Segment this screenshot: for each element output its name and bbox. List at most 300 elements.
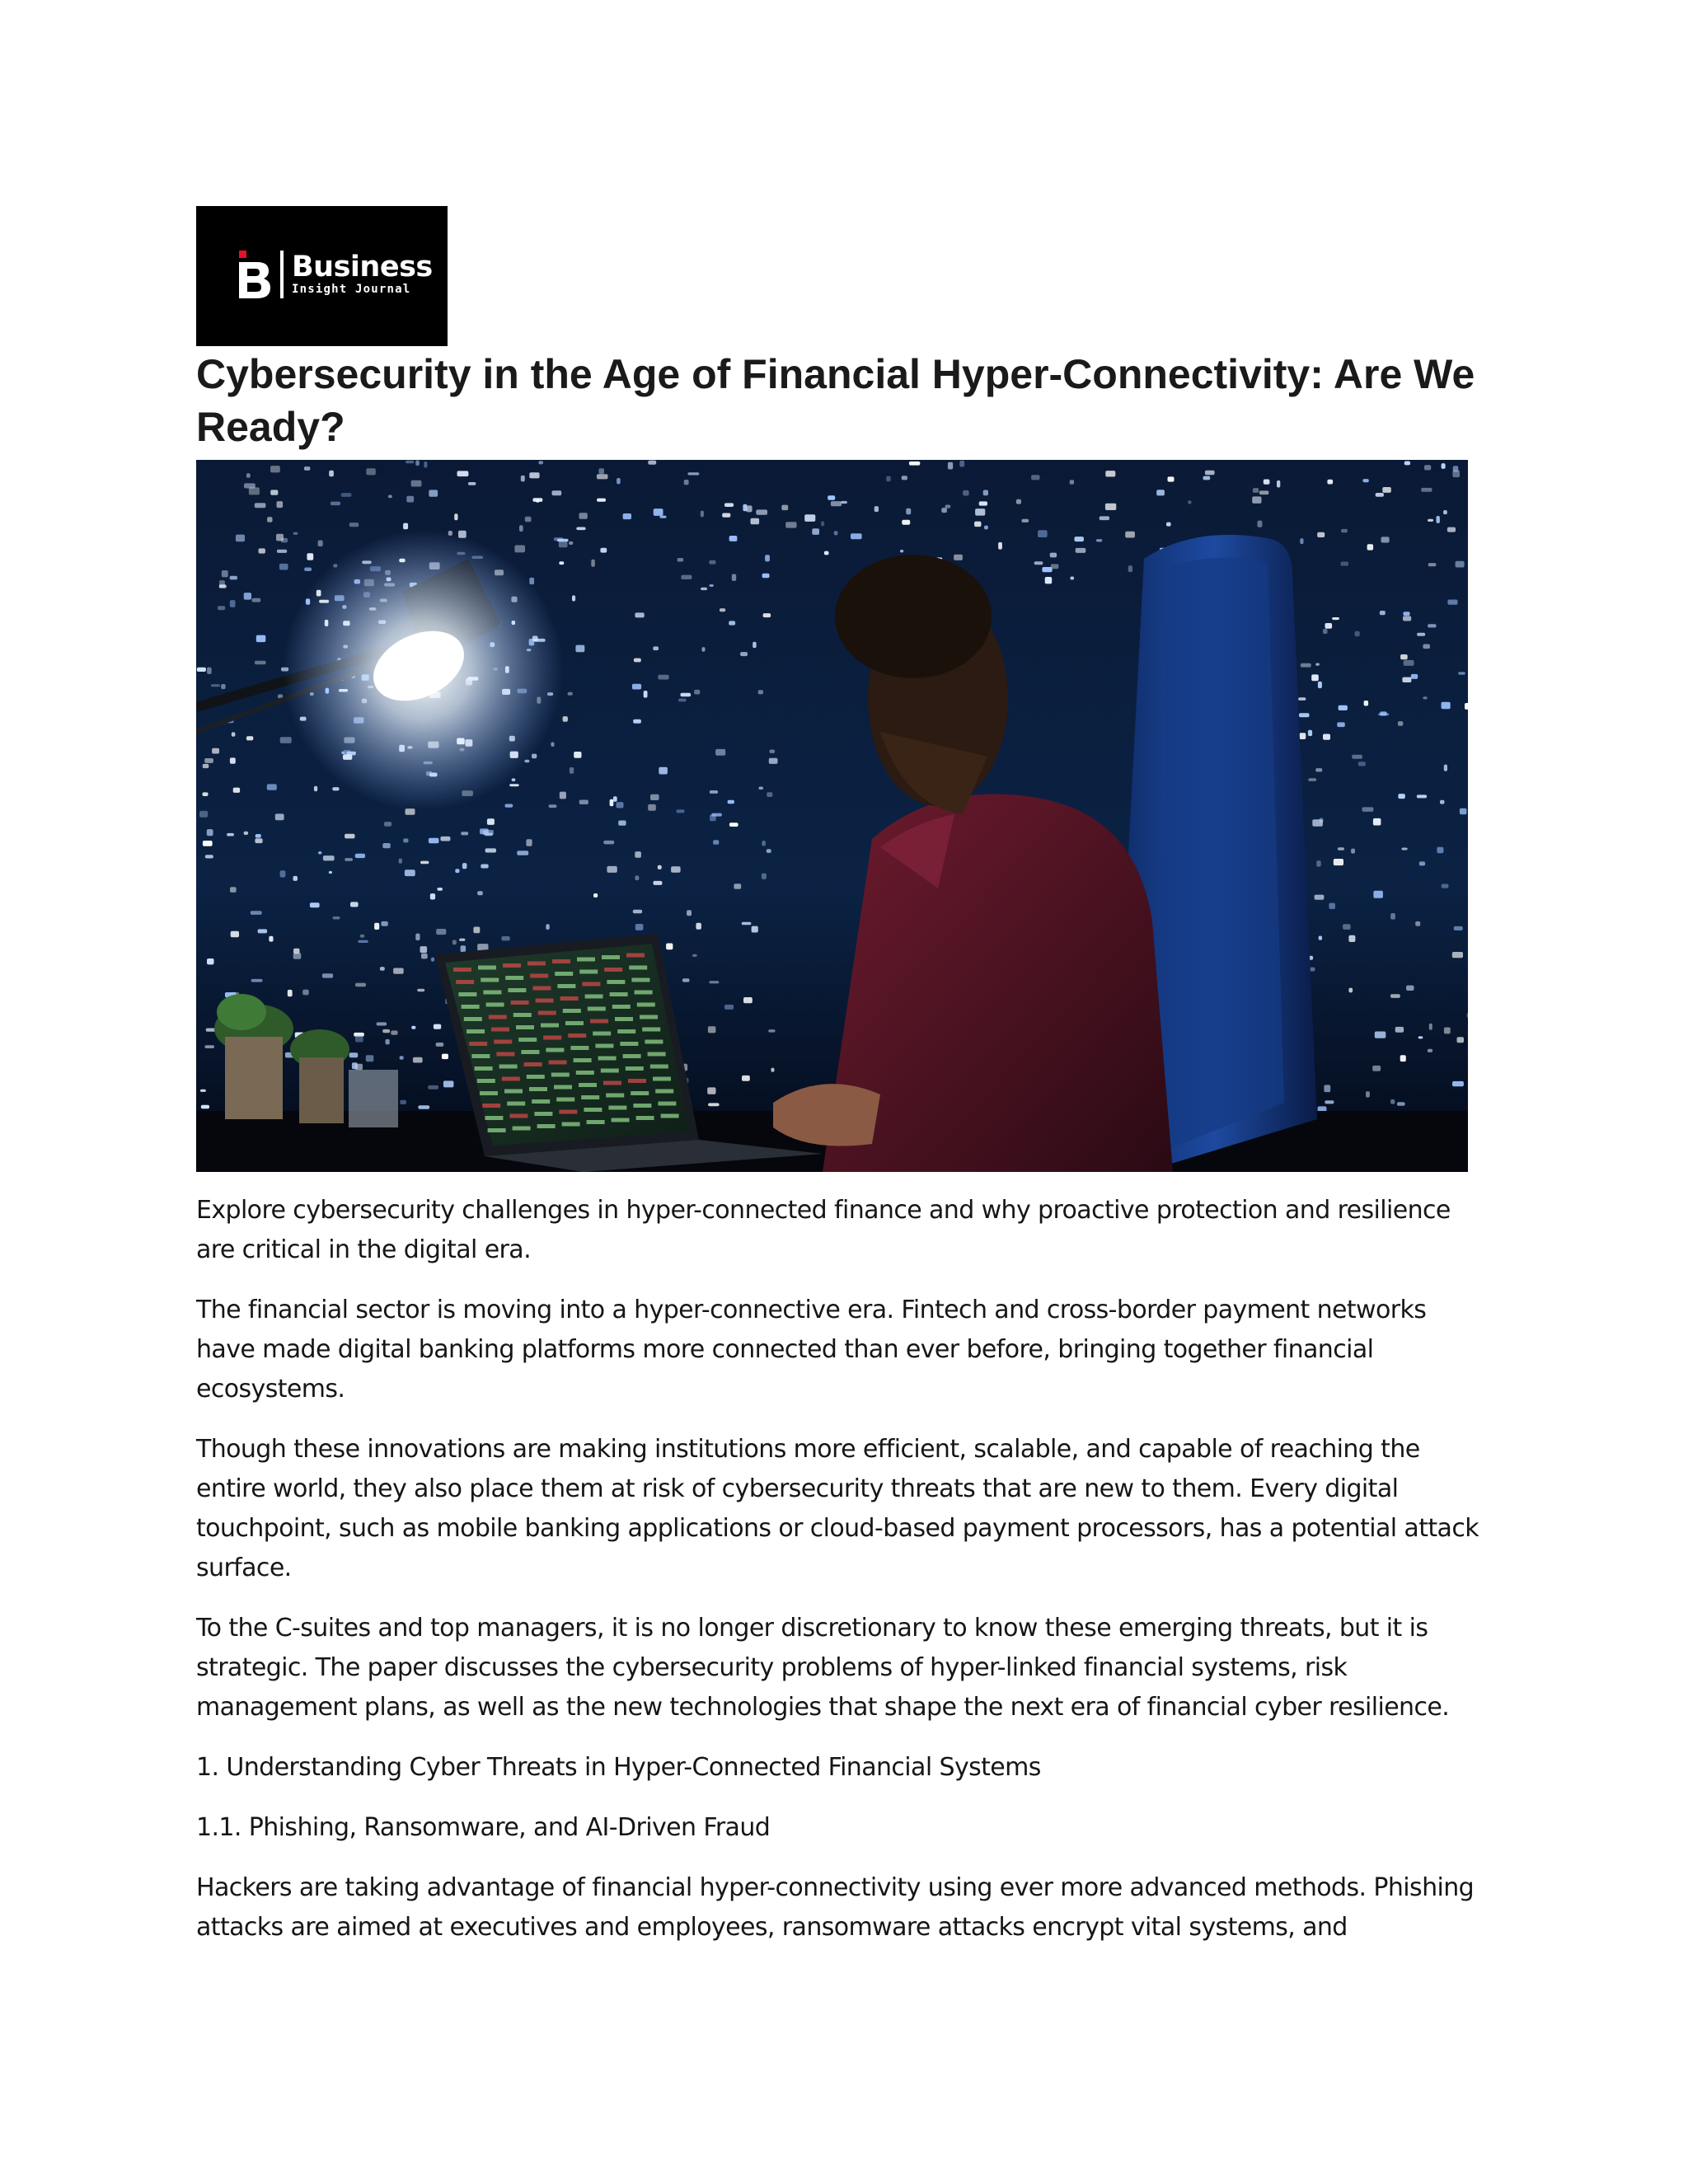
city-light: [386, 1039, 390, 1045]
city-light: [658, 865, 662, 869]
city-light: [1440, 800, 1445, 804]
city-light: [579, 513, 588, 519]
city-light: [1301, 663, 1311, 668]
city-light: [258, 929, 268, 933]
city-light: [436, 929, 446, 935]
city-light: [277, 550, 287, 553]
city-light: [1442, 702, 1451, 710]
laptop-cell: [507, 1102, 525, 1106]
city-light: [746, 505, 752, 512]
city-light: [1308, 730, 1312, 736]
laptop-cell: [562, 1122, 580, 1127]
laptop-cell: [606, 1094, 624, 1098]
city-light: [804, 514, 815, 522]
city-light: [694, 690, 700, 695]
city-light: [1423, 644, 1430, 649]
city-light: [1456, 561, 1465, 568]
city-light: [722, 513, 730, 518]
city-light: [399, 859, 402, 864]
city-light: [720, 608, 725, 612]
city-light: [1460, 808, 1467, 815]
city-light: [421, 954, 428, 959]
city-light: [1411, 674, 1418, 679]
laptop-cell: [524, 1062, 542, 1066]
city-light: [851, 533, 862, 539]
city-light: [1316, 860, 1320, 867]
city-light: [1042, 567, 1052, 572]
laptop-cell: [612, 1005, 631, 1009]
city-light: [417, 989, 424, 991]
city-light: [366, 1055, 374, 1062]
city-light: [579, 800, 588, 805]
city-light: [267, 517, 272, 522]
city-light: [1315, 663, 1320, 666]
city-light: [768, 1029, 775, 1033]
city-light: [654, 509, 663, 516]
city-light: [512, 778, 516, 781]
city-light: [770, 750, 776, 753]
laptop-cell: [636, 1116, 654, 1120]
city-light: [437, 888, 443, 891]
city-light: [1358, 762, 1366, 766]
city-light: [304, 466, 311, 471]
city-light: [199, 811, 208, 818]
city-light: [785, 522, 796, 527]
publication-logo: [196, 206, 448, 346]
city-light: [767, 849, 771, 853]
laptop-cell: [555, 972, 573, 976]
city-light: [603, 841, 614, 845]
city-light: [406, 496, 414, 503]
laptop-cell: [595, 1044, 613, 1048]
city-light: [1125, 532, 1135, 538]
laptop-cell: [623, 1054, 641, 1058]
city-light: [1424, 465, 1431, 470]
laptop-cell: [650, 1065, 668, 1069]
city-light: [909, 462, 920, 466]
city-light: [529, 472, 539, 478]
laptop-cell: [631, 1091, 649, 1095]
laptop-cell: [530, 974, 548, 978]
laptop-cell: [527, 1075, 545, 1079]
city-light: [1311, 674, 1319, 681]
city-light: [762, 574, 770, 579]
city-light: [442, 1054, 448, 1060]
city-light: [487, 818, 495, 825]
city-light: [314, 786, 317, 791]
city-light: [821, 522, 824, 527]
laptop-cell: [502, 1077, 520, 1081]
laptop-cell: [477, 1079, 495, 1083]
city-light: [205, 855, 213, 858]
laptop-cell: [604, 968, 622, 972]
city-light: [974, 522, 981, 527]
city-light: [452, 940, 457, 945]
section-heading-1: 1. Understanding Cyber Threats in Hyper-Connected Financial Systems: [196, 1753, 1041, 1782]
city-light: [345, 834, 354, 839]
city-light: [702, 647, 706, 652]
city-light: [406, 461, 414, 464]
city-light: [1277, 480, 1280, 488]
city-light: [1362, 807, 1374, 812]
city-light: [418, 1105, 429, 1109]
city-light: [1252, 496, 1261, 504]
city-light: [644, 691, 648, 698]
laptop-cell: [485, 1116, 503, 1120]
city-light: [382, 1029, 390, 1033]
city-light: [831, 501, 842, 506]
city-light: [1375, 1032, 1386, 1038]
city-light: [1323, 629, 1328, 634]
city-light: [302, 990, 309, 996]
city-light: [1454, 926, 1463, 930]
city-light: [1332, 617, 1339, 620]
city-light: [559, 561, 564, 565]
laptop-cell: [551, 1073, 570, 1077]
city-light: [201, 1105, 209, 1109]
laptop-cell: [508, 988, 526, 992]
city-light: [1325, 1100, 1334, 1104]
city-light: [617, 802, 624, 808]
city-light: [1168, 476, 1175, 481]
city-light: [1406, 986, 1414, 991]
city-light: [701, 511, 704, 518]
subsection-heading-1-1: 1.1. Phishing, Ransomware, and AI-Driven Fraud: [196, 1813, 771, 1842]
city-light: [455, 869, 459, 873]
laptop-cell: [629, 966, 647, 970]
laptop-cell: [482, 1104, 500, 1108]
laptop-cell: [661, 1114, 679, 1118]
city-light: [1105, 471, 1115, 476]
city-light: [1421, 488, 1432, 492]
city-light: [963, 490, 968, 496]
city-light: [332, 787, 339, 790]
laptop-cell: [511, 1001, 529, 1005]
city-light: [1452, 1081, 1464, 1086]
city-light: [267, 784, 277, 790]
city-light: [1390, 994, 1400, 998]
logo-b-mark-icon: [237, 251, 272, 298]
city-light: [230, 757, 236, 763]
city-light: [1437, 847, 1443, 854]
city-light: [1395, 1027, 1404, 1033]
city-light: [569, 541, 573, 545]
city-light: [1076, 548, 1086, 553]
city-light: [591, 560, 595, 567]
laptop-cell: [574, 1058, 592, 1062]
laptop-cell: [585, 995, 603, 999]
city-light: [1366, 1091, 1370, 1098]
city-light: [244, 832, 249, 835]
city-light: [252, 598, 261, 602]
city-light: [525, 517, 532, 523]
laptop-cell: [655, 1090, 673, 1094]
laptop-cell: [543, 1036, 561, 1040]
city-light: [1428, 519, 1433, 522]
city-light: [323, 855, 335, 860]
city-light: [391, 1030, 397, 1034]
city-light: [954, 555, 963, 560]
city-light: [1428, 563, 1437, 566]
laptop-cell: [546, 1048, 564, 1052]
city-light: [381, 921, 387, 926]
city-light: [318, 851, 321, 855]
city-light: [430, 893, 435, 899]
city-light: [975, 509, 985, 516]
city-light: [632, 684, 641, 690]
city-light: [1070, 480, 1074, 485]
laptop-cell: [491, 1028, 509, 1032]
city-light: [517, 851, 528, 855]
paragraph-4: Hackers are taking advantage of financial hyper-connectivity using ever more advanced methods. Phishing attacks are aimed at executives and employees, ransomware attacks encrypt vital systems, and: [196, 1873, 1475, 1942]
city-light: [1308, 778, 1316, 781]
city-light: [431, 958, 434, 962]
city-light: [1403, 612, 1409, 616]
city-light: [771, 1068, 774, 1072]
laptop-cell: [536, 999, 554, 1003]
city-light: [270, 466, 280, 472]
city-light: [468, 482, 476, 485]
city-light: [678, 699, 687, 702]
city-light: [740, 652, 748, 656]
city-light: [360, 935, 365, 938]
city-light: [1334, 859, 1343, 865]
city-light: [560, 792, 566, 799]
city-light: [1362, 479, 1368, 482]
laptop-cell: [456, 980, 474, 984]
city-light: [1299, 713, 1310, 717]
laptop-cell: [577, 958, 595, 962]
city-light: [681, 693, 692, 697]
city-light: [485, 848, 496, 852]
laptop-cell: [563, 1009, 581, 1013]
city-light: [610, 799, 614, 807]
laptop-cell: [464, 1017, 482, 1021]
city-light: [230, 887, 237, 893]
article-body: [196, 1191, 1482, 1968]
city-light: [1320, 818, 1324, 823]
city-light: [211, 684, 220, 687]
city-light: [1452, 952, 1463, 958]
city-light: [557, 539, 569, 542]
city-light: [1355, 631, 1360, 637]
city-light: [1428, 1049, 1432, 1052]
city-light: [900, 550, 903, 552]
city-light: [1447, 600, 1457, 605]
city-light: [457, 471, 469, 476]
city-light: [236, 535, 245, 542]
city-light: [753, 642, 756, 648]
city-light: [713, 840, 719, 845]
laptop-cell: [610, 992, 628, 996]
laptop-cell: [626, 954, 645, 958]
city-light: [769, 758, 778, 764]
laptop-cell: [601, 1069, 619, 1073]
laptop-cell: [488, 1128, 506, 1132]
city-light: [633, 910, 642, 913]
city-light: [568, 692, 573, 696]
city-light: [1418, 1036, 1423, 1038]
laptop-cell: [626, 1066, 644, 1071]
city-light: [659, 516, 666, 518]
city-light: [743, 997, 753, 1003]
city-light: [659, 767, 668, 775]
city-light: [1318, 682, 1322, 688]
city-light: [1352, 755, 1362, 759]
laptop-cell: [541, 1024, 559, 1028]
city-light: [281, 538, 288, 543]
city-light: [617, 478, 621, 484]
laptop-cell: [509, 1114, 528, 1118]
city-light: [400, 1100, 406, 1104]
city-light: [380, 967, 385, 971]
city-light: [1442, 884, 1449, 888]
city-light: [509, 784, 519, 786]
city-light: [415, 934, 420, 940]
city-light: [443, 1080, 454, 1087]
city-light: [1381, 537, 1390, 542]
city-light: [678, 558, 684, 562]
city-light: [288, 990, 293, 996]
city-light: [1310, 968, 1315, 972]
city-light: [708, 1103, 720, 1106]
city-light: [572, 595, 575, 601]
city-light: [979, 501, 987, 505]
laptop-cell: [633, 1104, 651, 1108]
city-light: [709, 584, 714, 587]
logo-subtitle: Insight Journal: [292, 283, 411, 296]
laptop-cell: [582, 982, 600, 987]
city-light: [648, 461, 656, 465]
city-light: [618, 821, 626, 826]
city-light: [671, 866, 681, 873]
laptop-cell: [538, 1011, 556, 1015]
laptop-cell: [637, 1003, 655, 1007]
city-light: [349, 1052, 359, 1057]
city-light: [1298, 697, 1306, 701]
city-light: [751, 518, 760, 525]
hero-illustration: [196, 460, 1468, 1172]
city-light: [307, 553, 313, 560]
article-intro: Explore cybersecurity challenges in hyper-connected finance and why proactive protection and resilience are critical in the digital era.: [196, 1196, 1451, 1264]
city-light: [941, 508, 947, 513]
logo-wordmark: [292, 252, 433, 297]
laptop-cell: [481, 978, 499, 982]
city-light: [269, 936, 273, 942]
city-light: [350, 902, 359, 907]
city-light: [415, 461, 420, 466]
laptop-cell: [467, 1029, 485, 1033]
city-light: [687, 910, 692, 916]
laptop-cell: [549, 1061, 567, 1065]
city-light: [701, 588, 707, 590]
laptop-cell: [462, 1005, 480, 1009]
laptop-cell: [469, 1042, 487, 1046]
city-light: [280, 870, 286, 877]
city-light: [1045, 577, 1053, 583]
city-light: [279, 564, 288, 570]
city-light: [310, 902, 320, 907]
city-light: [633, 719, 641, 724]
city-light: [1203, 476, 1211, 480]
city-light: [546, 924, 549, 930]
city-light: [477, 891, 483, 895]
city-light: [1327, 480, 1333, 485]
laptop-cell: [504, 1090, 523, 1094]
city-light: [1259, 490, 1269, 494]
city-light: [1264, 480, 1270, 485]
city-light: [403, 838, 408, 842]
city-light: [762, 841, 766, 846]
city-light: [729, 621, 735, 625]
city-light: [1100, 516, 1109, 520]
city-light: [724, 503, 734, 507]
city-light: [575, 645, 584, 653]
laptop-cell: [513, 1013, 532, 1017]
city-light: [742, 1076, 750, 1081]
city-light: [1400, 654, 1408, 659]
laptop-cell: [471, 1054, 490, 1058]
city-light: [1372, 1066, 1381, 1071]
city-light: [654, 881, 663, 885]
city-light: [658, 675, 668, 680]
laptop-cell: [579, 1083, 597, 1087]
city-light: [1373, 818, 1381, 826]
city-light: [233, 788, 240, 793]
city-light: [1419, 861, 1425, 865]
city-light: [293, 876, 298, 881]
city-light: [1447, 527, 1456, 532]
city-light: [1323, 734, 1330, 740]
city-light: [227, 833, 234, 837]
city-light: [729, 536, 738, 541]
city-light: [256, 834, 261, 838]
city-light: [1324, 1085, 1330, 1092]
city-light: [1364, 701, 1369, 706]
laptop-cell: [620, 1042, 638, 1046]
laptop-cell: [528, 962, 546, 966]
city-light: [570, 767, 574, 774]
city-light: [1401, 848, 1407, 851]
city-light: [403, 523, 408, 530]
city-light: [984, 526, 988, 530]
laptop-cell: [557, 984, 575, 988]
city-light: [304, 568, 312, 572]
city-light: [1429, 1024, 1432, 1030]
city-light: [382, 843, 390, 848]
city-light: [207, 958, 214, 964]
city-light: [563, 716, 568, 722]
city-light: [420, 861, 429, 865]
laptop-cell: [554, 1085, 572, 1090]
city-light: [902, 520, 910, 525]
city-light: [715, 749, 725, 756]
city-light: [428, 1085, 438, 1090]
city-light: [724, 1005, 734, 1010]
laptop-cell: [587, 1120, 605, 1124]
city-light: [420, 946, 428, 953]
city-light: [355, 983, 366, 987]
city-light: [207, 829, 213, 836]
city-light: [666, 944, 673, 950]
city-light: [318, 541, 323, 547]
city-light: [1348, 935, 1355, 942]
city-light: [600, 548, 607, 553]
laptop-cell: [560, 996, 579, 1001]
city-light: [959, 461, 964, 467]
laptop-cell: [518, 1038, 537, 1042]
laptop-cell: [513, 1127, 531, 1131]
